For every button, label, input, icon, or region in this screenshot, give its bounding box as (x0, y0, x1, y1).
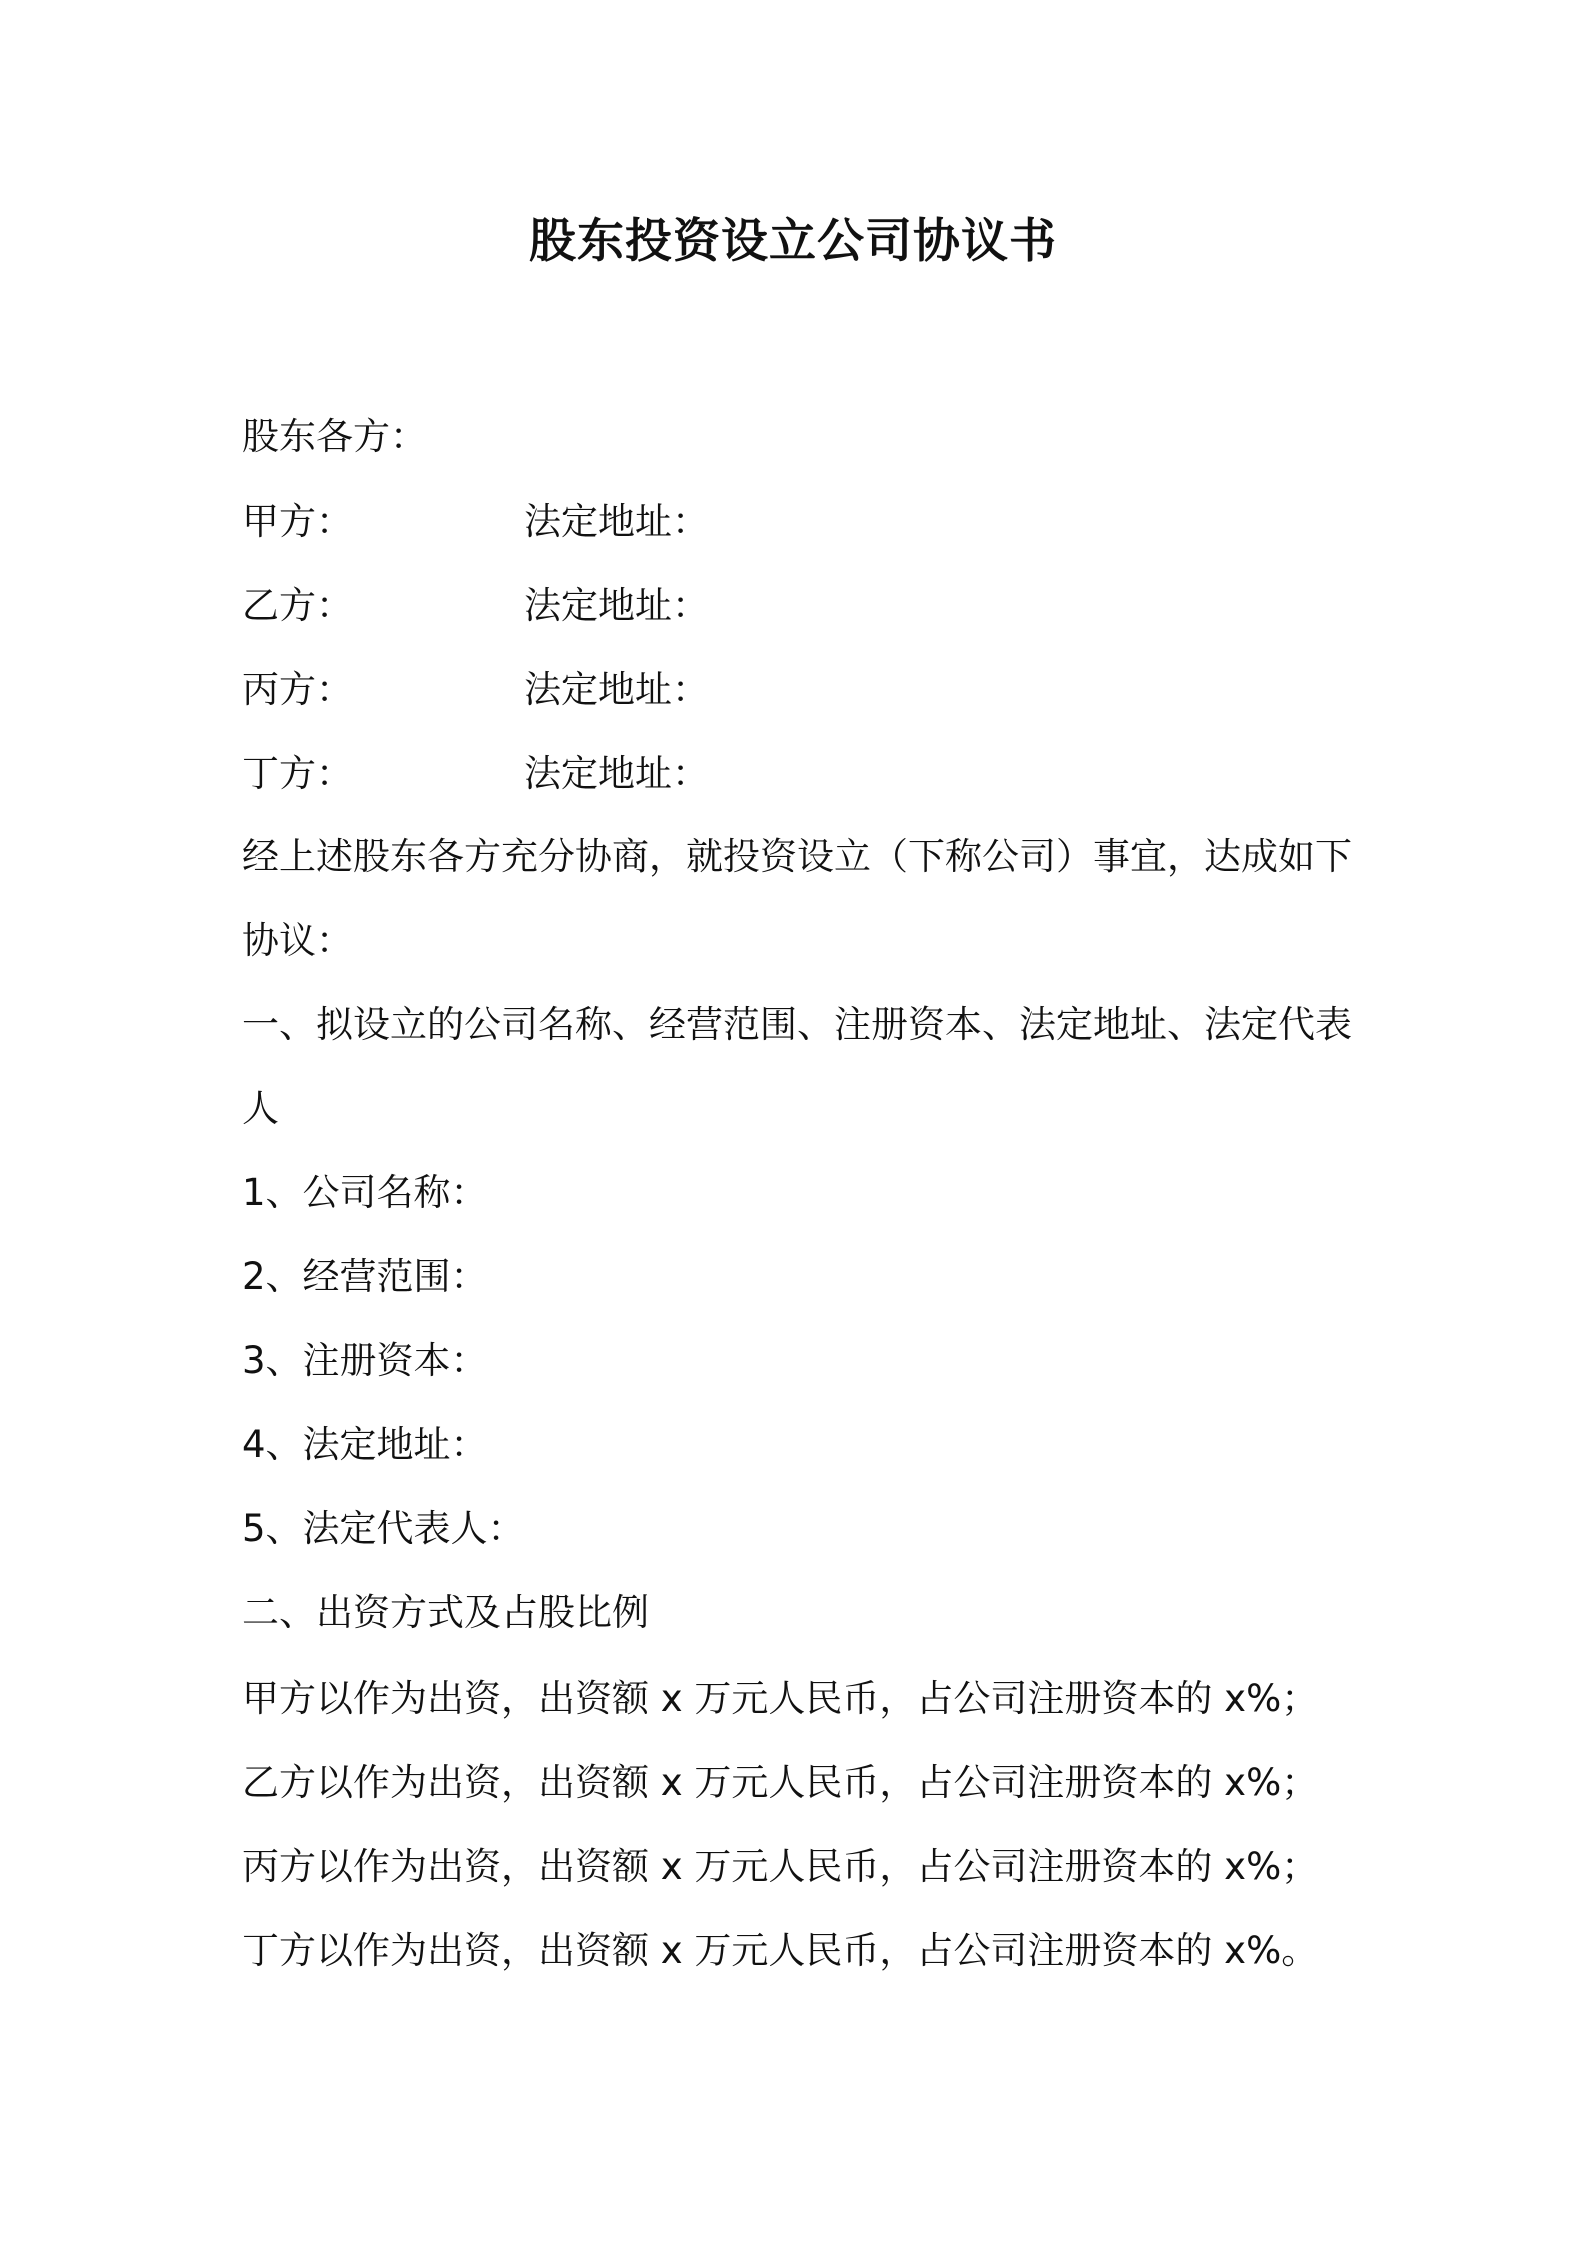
section-heading: 人 (242, 1087, 279, 1130)
contribution-line: 丁方以作为出资，出资额 x 万元人民币，占公司注册资本的 x%。 (242, 1929, 1319, 1972)
shareholders-heading: 股东各方： (242, 415, 427, 458)
section-heading: 一、拟设立的公司名称、经营范围、注册资本、法定地址、法定代表 (242, 1003, 1352, 1046)
contribution-line: 乙方以作为出资，出资额 x 万元人民币，占公司注册资本的 x%； (242, 1761, 1319, 1804)
list-item: 1、公司名称： (242, 1171, 488, 1214)
party-name: 丙方： (242, 668, 353, 711)
party-name: 丁方： (242, 752, 353, 795)
list-item: 2、经营范围： (242, 1255, 488, 1298)
party-address-label: 法定地址： (524, 584, 709, 627)
list-item: 4、法定地址： (242, 1423, 488, 1466)
party-address-label: 法定地址： (524, 500, 709, 543)
party-address-label: 法定地址： (524, 752, 709, 795)
list-item: 3、注册资本： (242, 1339, 488, 1382)
contribution-line: 丙方以作为出资，出资额 x 万元人民币，占公司注册资本的 x%； (242, 1845, 1319, 1888)
party-name: 甲方： (242, 500, 353, 543)
intro-line: 经上述股东各方充分协商，就投资设立（下称公司）事宜，达成如下 (242, 835, 1352, 878)
document-title: 股东投资设立公司协议书 (529, 214, 1057, 269)
section-heading: 二、出资方式及占股比例 (242, 1591, 649, 1634)
intro-line: 协议： (242, 919, 353, 962)
party-name: 乙方： (242, 584, 353, 627)
list-item: 5、法定代表人： (242, 1507, 525, 1550)
party-address-label: 法定地址： (524, 668, 709, 711)
contribution-line: 甲方以作为出资，出资额 x 万元人民币，占公司注册资本的 x%； (242, 1677, 1319, 1720)
